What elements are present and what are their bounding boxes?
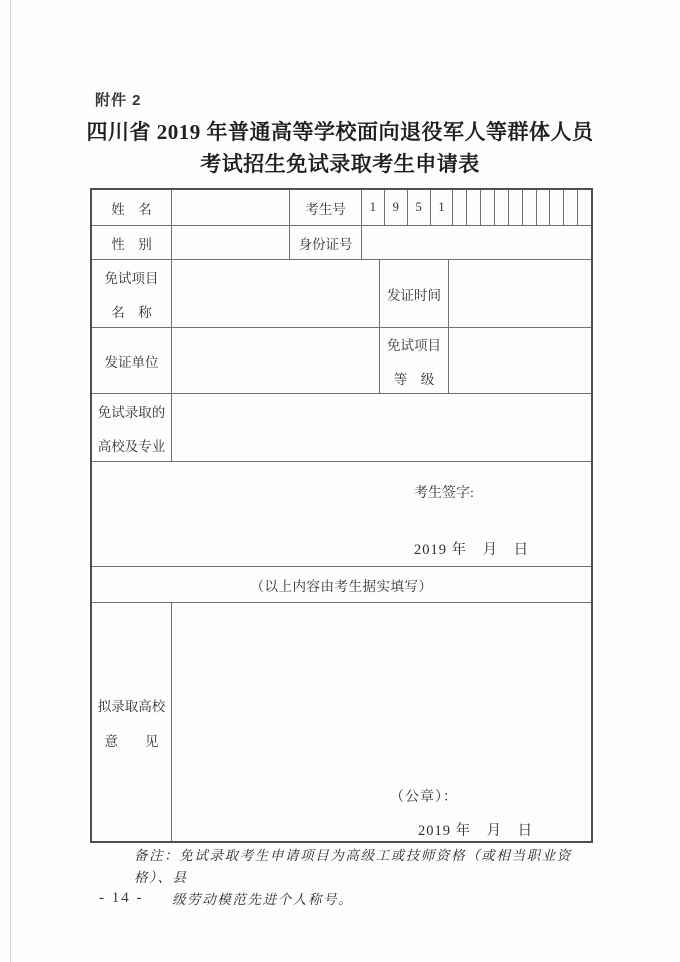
exempt-level-label: 免试项目 等 级 [380,328,449,393]
remarks-line1: 备注：免试录取考生申请项目为高级工或技师资格（或相当职业资格）、县 [134,848,572,885]
row-admitted-college [92,394,591,462]
signature-date: 2019 年 月 日 [414,542,530,558]
exam-no-digit-box: 1 [369,200,377,214]
id-value-cell [362,226,591,259]
row-gender [92,226,591,260]
exam-no-boxes [362,190,591,225]
exam-no-label: 考生号 [290,190,362,225]
fill-note: （以上内容由考生据实填写） [250,578,433,594]
form-title [60,116,620,180]
gender-label: 性 别 [92,226,172,259]
exam-no-digit-box [466,190,480,225]
attachment-label: 附件 2 [95,92,142,109]
row-fill-note [92,567,591,603]
exam-no-digit-box [494,190,508,225]
exam-no-digit-box: 9 [384,190,407,225]
application-form-table [90,188,593,843]
admitted-college-label: 免试录取的 高校及专业 [92,394,172,461]
signature-cell [92,462,591,566]
exam-no-digit-box: 5 [407,190,430,225]
college-opinion-label: 拟录取高校 意 见 [92,603,172,841]
exam-no-digit-box [536,190,550,225]
opinion-date: 2019 年 月 日 [418,823,534,839]
issue-time-value-cell [449,260,591,327]
issuer-value-cell [172,328,380,393]
exam-no-digit-box [480,190,494,225]
row-exempt-project [92,260,591,328]
scan-artifact-line [10,0,11,962]
gender-value-cell [172,226,290,259]
college-opinion-cell [172,603,591,841]
signature-label: 考生签字: [414,486,474,501]
row-issuer [92,328,591,394]
name-value-cell [172,190,290,225]
exempt-project-name-label: 免试项目 名 称 [92,260,172,327]
exempt-project-name-value-cell [172,260,380,327]
remarks-note [134,845,600,911]
name-label: 姓 名 [92,190,172,225]
exam-no-digit-box [522,190,536,225]
exempt-level-value-cell [449,328,591,393]
issue-time-label: 发证时间 [380,260,449,327]
exam-no-digit-box [577,190,591,225]
page-number: - 14 - [99,890,144,906]
issuer-label: 发证单位 [92,328,172,393]
admitted-college-value-cell [172,394,591,461]
exam-no-digit-box [549,190,563,225]
seal-label: （公章）： [390,790,458,805]
exam-no-digit-box [452,190,466,225]
row-signature [92,462,591,567]
remarks-line2: 级劳动模范先进个人称号。 [172,892,354,907]
exam-no-digit-box: 1 [430,190,453,225]
row-college-opinion [92,603,591,841]
row-name [92,190,591,226]
exam-no-digit-box [508,190,522,225]
exam-no-digit-box [563,190,577,225]
form-title-line1: 四川省 2019 年普通高等学校面向退役军人等群体人员 [86,120,594,144]
form-title-line2: 考试招生免试录取考生申请表 [200,152,480,176]
id-label: 身份证号 [290,226,362,259]
